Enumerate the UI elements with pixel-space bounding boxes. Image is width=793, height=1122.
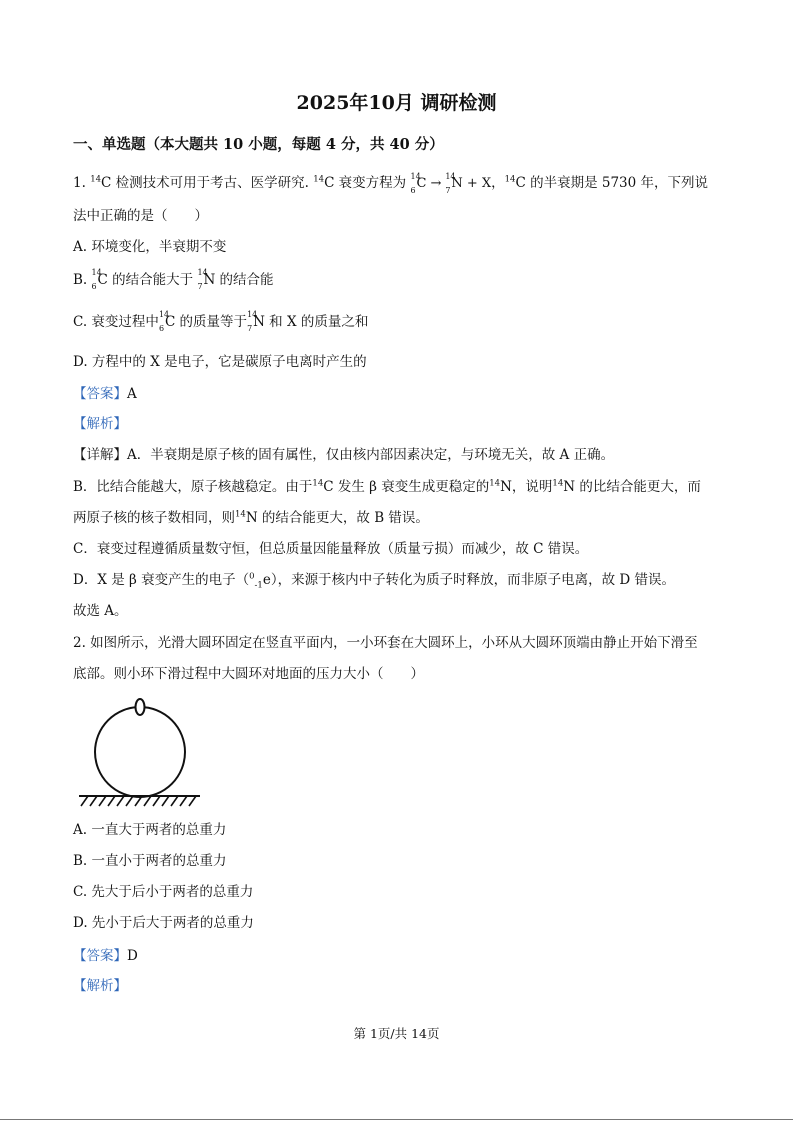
q1-option-a: A. 环境变化，半衰期不变 (73, 239, 227, 255)
q1-option-b: B. 14 6 C 的结合能大于 14 7 N 的结合能 (73, 268, 274, 291)
q2-stem-line1: 2. 如图所示，光滑大圆环固定在竖直平面内，一小环套在大圆环上，小环从大圆环顶端由静止开始下滑至 (73, 635, 698, 651)
bottom-divider (0, 1119, 793, 1120)
q1-stem-line2: 法中正确的是（ ） (73, 208, 208, 224)
q1-detail-b-line1: B．比结合能越大，原子核越稳定。由于$^{14}$C 发生 β 衰变生成更稳定的$^{14}$N，说明$^{14}$N 的比结合能更大，而 (73, 478, 701, 495)
answer-tag: 【答案】 (73, 948, 127, 964)
ring-on-ground-figure (76, 695, 206, 810)
q1-answer: 【答案】A (73, 386, 137, 402)
q1-detail-b-line2: 两原子核的核子数相同，则$^{14}$N 的结合能更大，故 B 错误。 (73, 509, 429, 526)
q2-analysis-tag: 【解析】 (73, 978, 127, 994)
q2-option-a: A. 一直大于两者的总重力 (73, 822, 227, 838)
q2-option-b: B. 一直小于两者的总重力 (73, 853, 227, 869)
page-title: 2025年10月 调研检测 (296, 92, 497, 114)
q1-detail-d: D．X 是 β 衰变产生的电子（$^0_{-1}$e），来源于核内中子转化为质子时释放，而非原子电离，故 D 错误。 (73, 571, 675, 591)
q2-answer: 【答案】D (73, 948, 138, 964)
section-heading: 一、单选题（本大题共 10 小题，每题 4 分，共 40 分） (73, 136, 444, 153)
page-footer: 第 1页/共 14页 (353, 1026, 440, 1041)
big-ring (95, 707, 185, 797)
q1-detail-c: C．衰变过程遵循质量数守恒，但总质量因能量释放（质量亏损）而减少，故 C 错误。 (73, 541, 589, 557)
answer-tag: 【答案】 (73, 386, 127, 402)
q2-option-c: C. 先大于后小于两者的总重力 (73, 884, 254, 900)
q1-option-d: D. 方程中的 X 是电子，它是碳原子电离时产生的 (73, 354, 367, 370)
small-ring (136, 699, 145, 715)
q2-stem-line2: 底部。则小环下滑过程中大圆环对地面的压力大小（ ） (73, 666, 424, 682)
q1-analysis-tag: 【解析】 (73, 416, 127, 432)
decay-equation: 14 6 C → 14 7 N + X (410, 172, 492, 195)
q1-stem-line1: 1. $^{14}$C 检测技术可用于考古、医学研究. $^{14}$C 衰变方程为 14 6 C → 14 7 N + X，$^{14}$C 的半衰期是 5730 年，下列说 (73, 172, 709, 195)
q2-option-d: D. 先小于后大于两者的总重力 (73, 915, 254, 931)
q1-conclusion: 故选 A。 (73, 603, 128, 619)
q1-option-c: C. 衰变过程中 14 6 C 的质量等于 14 7 N 和 X 的质量之和 (73, 310, 369, 333)
q1-detail-a: 【详解】A．半衰期是原子核的固有属性，仅由核内部因素决定，与环境无关，故 A 正确。 (73, 447, 615, 463)
